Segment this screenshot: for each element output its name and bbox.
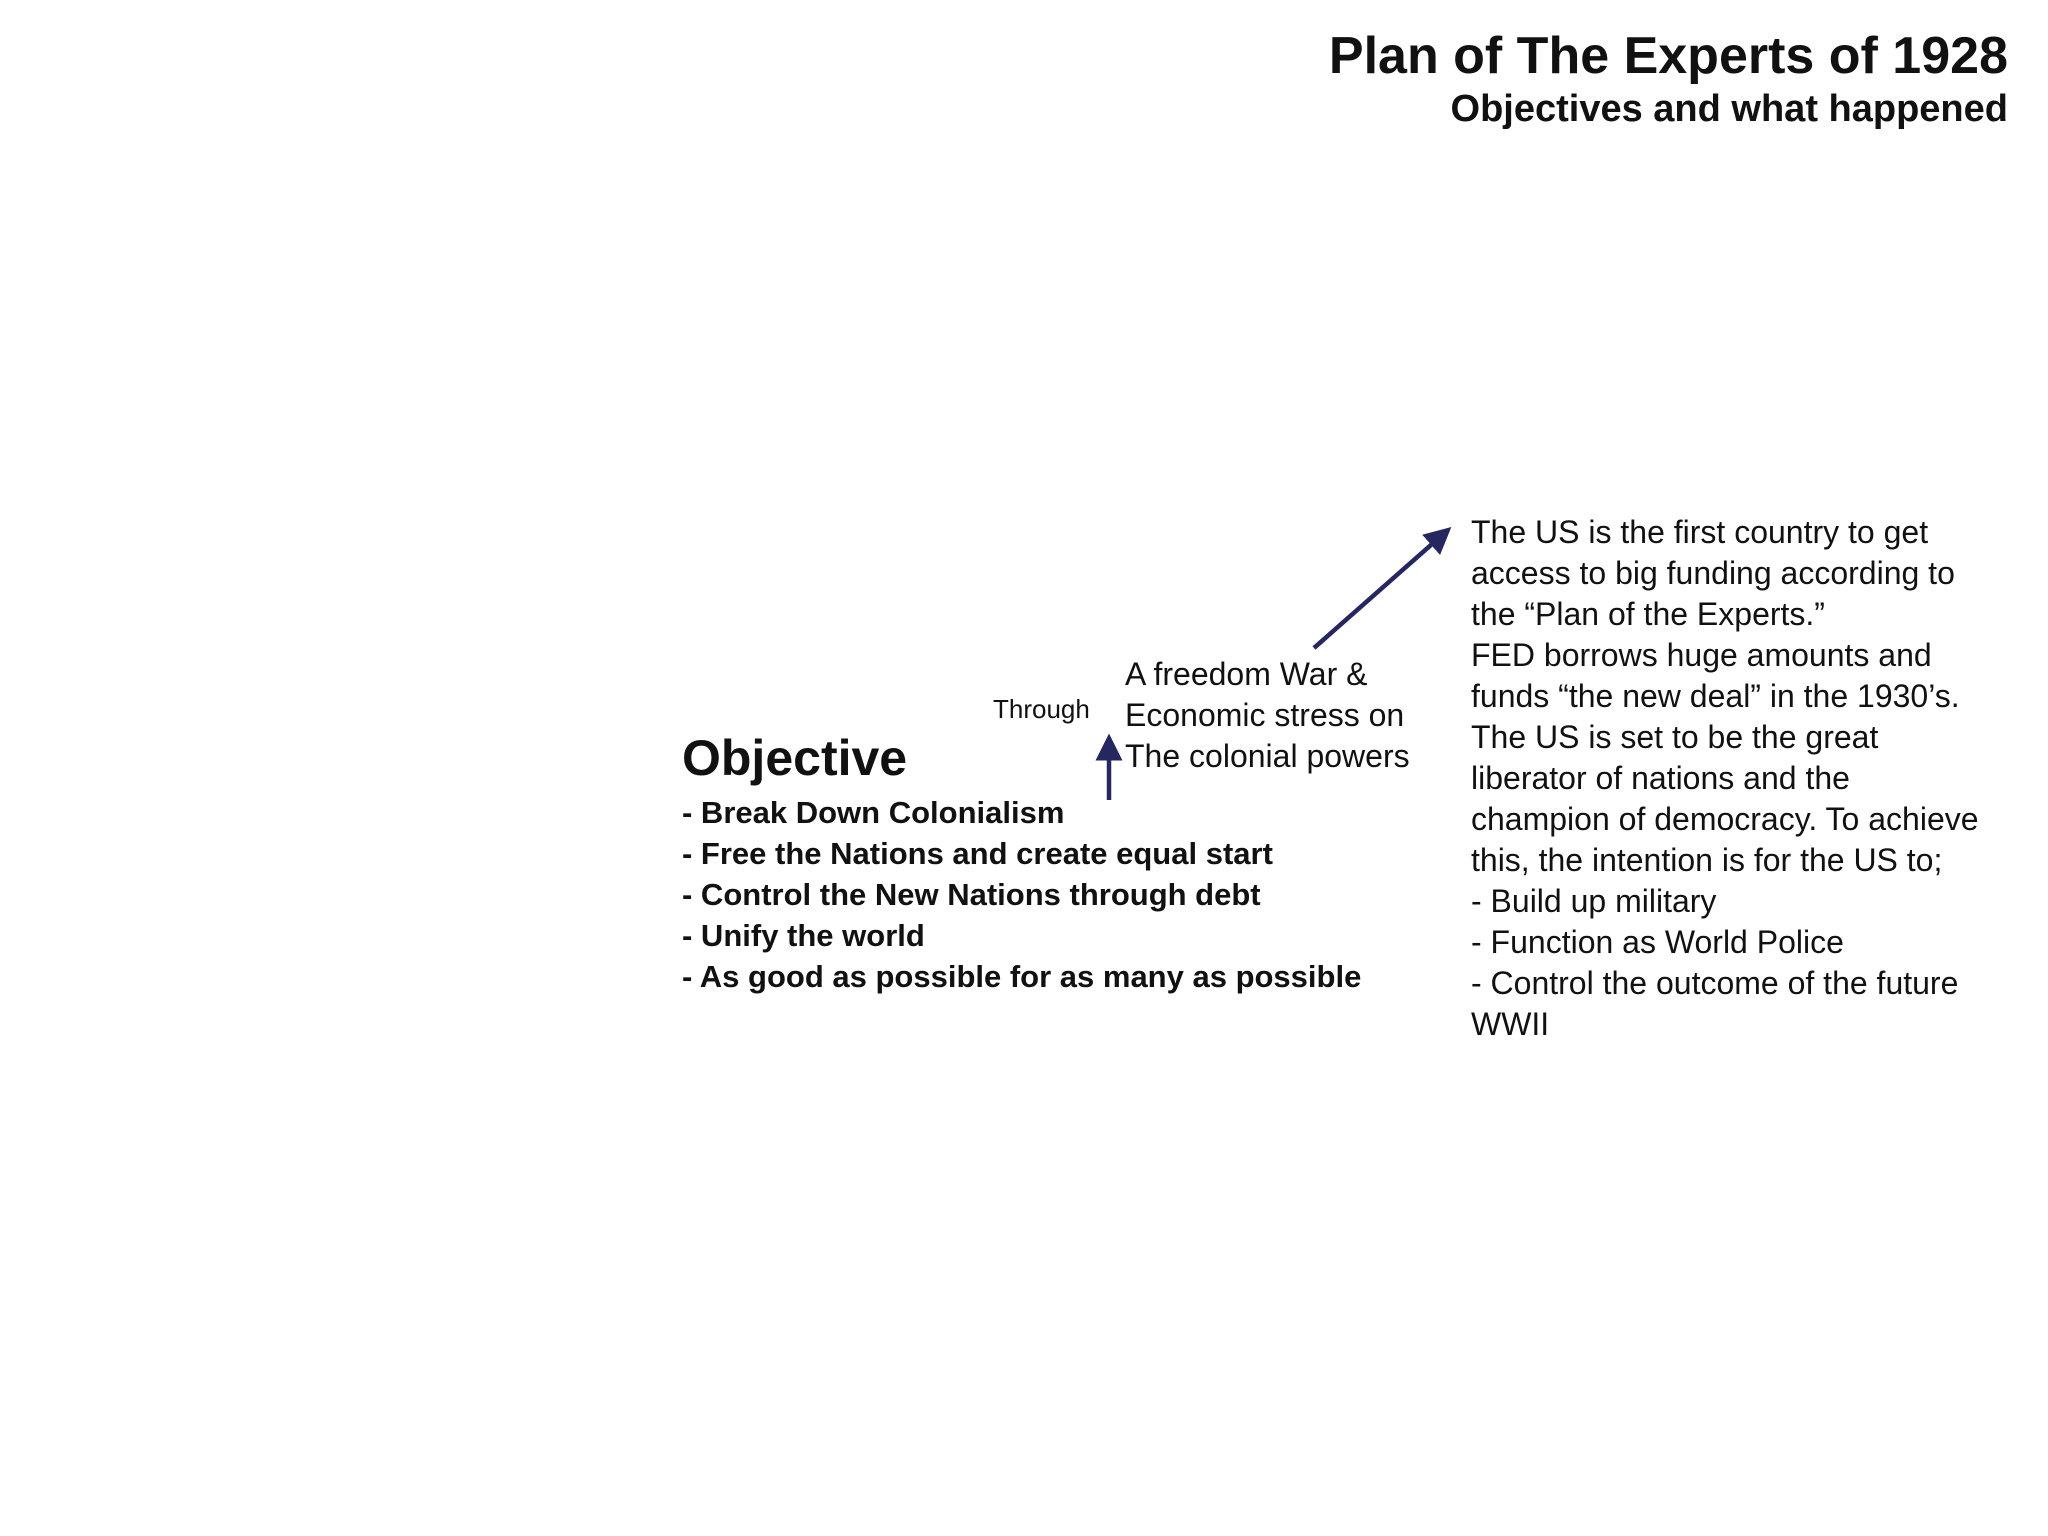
result-line: the “Plan of the Experts.”	[1471, 596, 1825, 632]
objective-item: - Break Down Colonialism	[682, 795, 1065, 830]
result-line: WWII	[1471, 1006, 1550, 1042]
result-line: The US is the first country to get	[1471, 514, 1929, 550]
result-line: The US is set to be the great	[1471, 719, 1879, 755]
objective-section	[682, 728, 1361, 997]
result-line: liberator of nations and the	[1471, 760, 1850, 796]
result-line: - Build up military	[1471, 883, 1717, 919]
page-title: Plan of The Experts of 1928	[1328, 27, 2008, 85]
result-line: access to big funding according to	[1471, 555, 1955, 591]
objective-heading: Objective	[682, 730, 908, 786]
result-line: funds “the new deal” in the 1930’s.	[1471, 678, 1960, 714]
result-line: - Control the outcome of the future	[1471, 965, 1959, 1001]
result-line: - Function as World Police	[1471, 924, 1844, 960]
page-subtitle: Objectives and what happened	[1450, 88, 2008, 131]
objective-item: - Free the Nations and create equal start	[682, 836, 1273, 871]
objective-list	[682, 792, 1361, 997]
means-text: A freedom War & Economic stress on The colonial powers	[1125, 656, 1410, 774]
result-arrow	[1314, 530, 1448, 648]
through-label: Through	[993, 694, 1090, 724]
result-line: champion of democracy. To achieve	[1471, 801, 1979, 837]
result-text	[1471, 512, 1979, 1045]
objective-item: - Control the New Nations through debt	[682, 877, 1261, 912]
result-line: FED borrows huge amounts and	[1471, 637, 1932, 673]
result-line: this, the intention is for the US to;	[1471, 842, 1943, 878]
objective-item: - As good as possible for as many as possible	[682, 959, 1362, 994]
objective-item: - Unify the world	[682, 918, 925, 953]
